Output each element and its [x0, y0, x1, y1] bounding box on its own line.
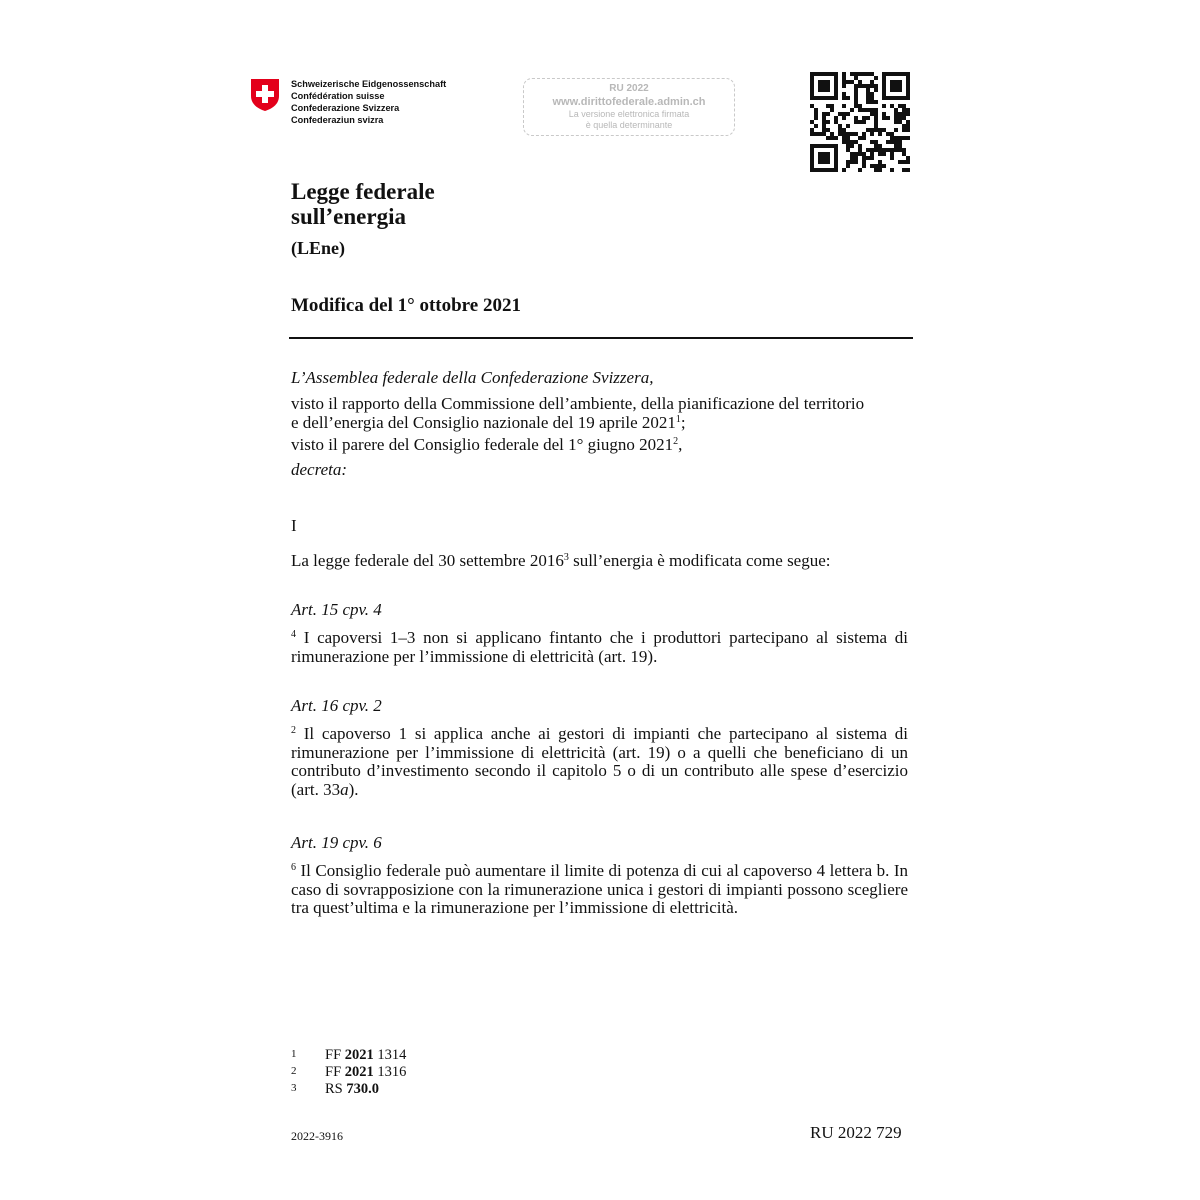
- preamble-assembly: L’Assemblea federale della Confederazione Svizzera,: [291, 368, 654, 387]
- footnote-1: [291, 1048, 406, 1061]
- confederation-name-it: Confederazione Svizzera: [291, 103, 400, 113]
- footnote-prefix: RS: [325, 1081, 343, 1097]
- footnote-prefix: FF: [325, 1064, 342, 1080]
- section-intro-text-b: sull’energia è modificata come segue:: [568, 551, 831, 570]
- article-15-heading: Art. 15 cpv. 4: [291, 600, 382, 619]
- footnote-prefix: FF: [325, 1047, 342, 1063]
- article-15-paragraph: [291, 629, 908, 666]
- paragraph-number: 4: [291, 629, 296, 640]
- paragraph-number: 6: [291, 862, 296, 873]
- law-abbreviation: (LEne): [291, 238, 345, 258]
- article-19-text: Il Consiglio federale può aumentare il limite di potenza di cui al capoverso 4 lettera b. In caso di sovrapposizione con la rimunerazione unica i gestori di impianti possono scegliere tra quest’ultima e la rimunerazione per l’immissione di elettricità.: [291, 861, 908, 917]
- footnote-2: [291, 1065, 406, 1078]
- article-16-paragraph: [291, 725, 908, 799]
- preamble-visto-2-text: visto il parere del Consiglio federale del 1° giugno 2021: [291, 435, 674, 454]
- footnote-number: 3: [291, 1082, 297, 1094]
- article-16-heading: Art. 16 cpv. 2: [291, 696, 382, 715]
- article-16-text-b: ).: [348, 779, 359, 799]
- preamble-visto-1b-end: ;: [680, 413, 686, 432]
- preamble-visto-1a: visto il rapporto della Commissione dell’ambiente, della pianificazione del territorio: [291, 394, 865, 413]
- paragraph-number: 2: [291, 725, 296, 736]
- footnote-3: [291, 1082, 379, 1095]
- document-number: 2022-3916: [291, 1129, 343, 1143]
- swiss-flag-icon: [250, 78, 280, 112]
- article-16-text-a: Il capoverso 1 si applica anche ai gestori di impianti che partecipano al sistema di rimunerazione per l’immissione di elettricità (art. 19) o a quelli che beneficiano di un contributo d’investimento secondo il capitolo 5 o di un contributo alle spese d’esercizio (art. 33: [291, 724, 908, 799]
- preamble-visto-1b-text: e dell’energia del Consiglio nazionale del 19 aprile 2021: [291, 413, 676, 432]
- confederation-name-rm: Confederaziun svizra: [291, 115, 384, 125]
- footnote-year: 2021: [344, 1064, 374, 1080]
- title-divider: [289, 337, 913, 339]
- confederation-names: [291, 78, 446, 126]
- qr-code-icon: [810, 72, 910, 172]
- article-19-paragraph: [291, 862, 908, 918]
- footnote-ref-3[interactable]: 3: [563, 552, 569, 563]
- confederation-name-de: Schweizerische Eidgenossenschaft: [291, 79, 447, 89]
- stamp-note-1: La versione elettronica firmata: [568, 109, 690, 119]
- footnote-sr-number: 730.0: [346, 1081, 379, 1097]
- footnote-number: 2: [291, 1065, 297, 1077]
- footnote-number: 1: [291, 1048, 297, 1060]
- ru-reference: RU 2022 729: [810, 1123, 902, 1142]
- footnote-page: 1316: [377, 1064, 407, 1080]
- footnote-page: 1314: [377, 1047, 407, 1063]
- section-numeral: I: [291, 516, 297, 535]
- section-intro: [291, 552, 831, 571]
- preamble-visto-1b: [291, 414, 686, 433]
- stamp-note-2: è quella determinante: [585, 120, 673, 130]
- stamp-url[interactable]: www.dirittofederale.admin.ch: [552, 96, 706, 108]
- law-title-line-2: sull’energia: [291, 204, 406, 229]
- section-intro-text-a: La legge federale del 30 settembre 2016: [291, 551, 564, 570]
- article-19-heading: Art. 19 cpv. 6: [291, 833, 382, 852]
- amendment-date: Modifica del 1° ottobre 2021: [291, 295, 521, 316]
- article-16-text-italic: a: [340, 779, 349, 799]
- footnote-ref-1[interactable]: 1: [675, 414, 681, 425]
- confederation-name-fr: Confédération suisse: [291, 91, 385, 101]
- footnote-ref-2[interactable]: 2: [673, 436, 679, 447]
- electronic-version-stamp: [523, 78, 735, 136]
- preamble-visto-2: [291, 436, 682, 455]
- article-15-text: I capoversi 1–3 non si applicano fintanto che i produttori partecipano al sistema di rimunerazione per l’immissione di elettricità (art. 19).: [291, 628, 908, 666]
- footnote-year: 2021: [344, 1047, 374, 1063]
- law-title: [291, 179, 435, 229]
- preamble-decreta: decreta:: [291, 460, 348, 479]
- stamp-ru: RU 2022: [609, 83, 649, 94]
- preamble-visto-2-end: ,: [678, 435, 683, 454]
- law-title-line-1: Legge federale: [291, 179, 435, 204]
